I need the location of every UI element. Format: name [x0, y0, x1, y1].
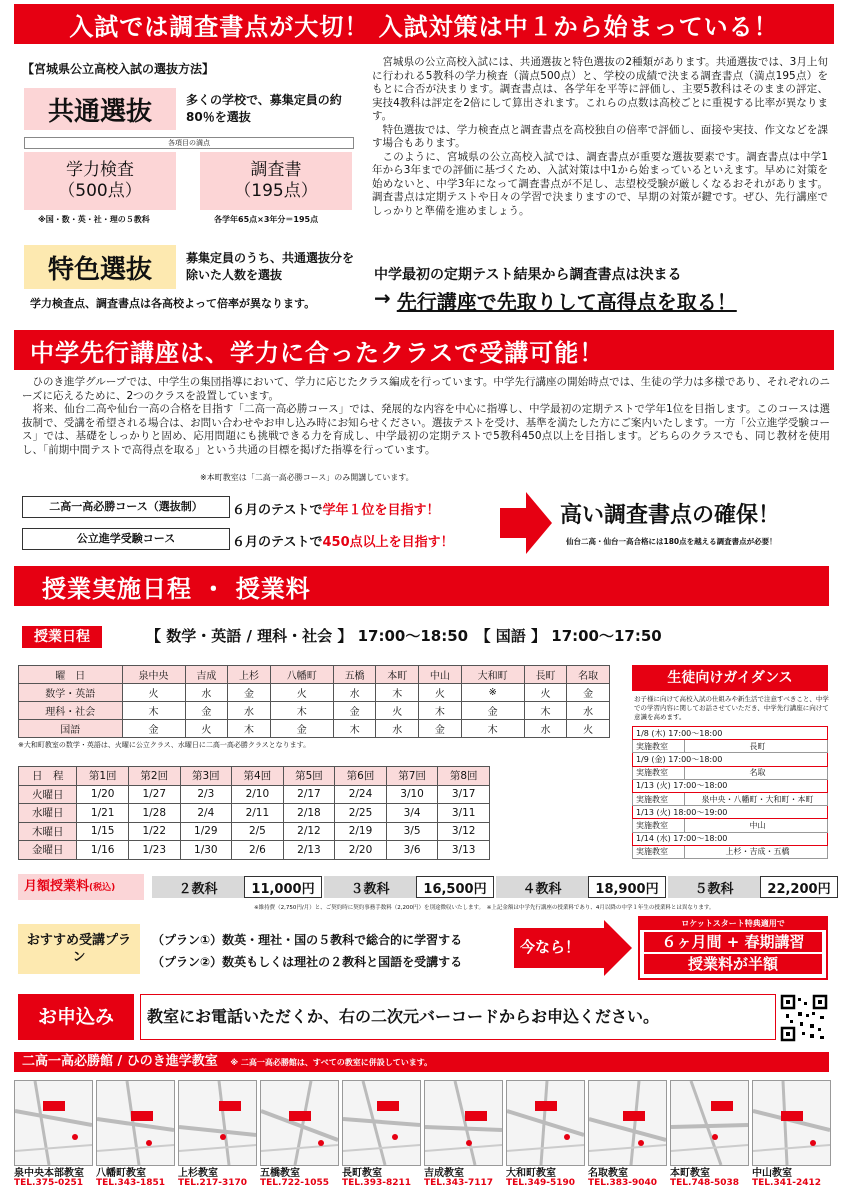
fee-note: ※維持費（2,750円/月）と、ご契約時に契約事務手数料（2,200円）を別途徴収いたします。 ※上記金額は中学先行講座の授業料であり、4月以降の中学１年生の授業料とは異なります。	[254, 905, 715, 911]
table-cell: 金	[419, 720, 462, 738]
course2-label: 公立進学受験コース	[22, 528, 230, 550]
special-offer-title: ロケットスタート特典適用で	[640, 918, 826, 930]
fee-subject: ２教科	[152, 876, 244, 898]
dates-header: 第1回	[77, 767, 129, 786]
section2-paragraph-1: ひのき進学グループでは、中学生の集団指導において、学力に応じたクラス編成を行っています。中学先行講座の開始時点では、生徒の学力は多様であり、それぞれのニーズに応えるために、2つのクラスを設置しています。	[22, 376, 830, 402]
school-tel[interactable]: TEL.383-9040	[588, 1178, 658, 1188]
guidance-title: 生徒向けガイダンス	[632, 665, 828, 691]
guidance-date: 1/14 (水) 17:00〜18:00	[633, 832, 828, 845]
school-map[interactable]	[96, 1080, 175, 1166]
tokushoku-note: 学力検査点、調査書点は各高校よって倍率が異なります。	[30, 297, 316, 310]
table-cell: 3/5	[386, 822, 438, 841]
table-cell: 木曜日	[19, 822, 77, 841]
dates-table	[18, 766, 490, 860]
qr-code-icon[interactable]	[780, 994, 828, 1042]
table-cell: 1/16	[77, 841, 129, 860]
headline-banner: 入試では調査書点が大切！ 入試対策は中１から始まっている！	[14, 4, 834, 44]
school-tel[interactable]: TEL.341-2412	[752, 1178, 822, 1188]
map-icon	[179, 1081, 256, 1165]
table-cell: 金	[333, 702, 376, 720]
fee-subject: ４教科	[496, 876, 588, 898]
table-cell: 木	[376, 684, 419, 702]
school-map[interactable]	[588, 1080, 667, 1166]
table-cell: 国語	[19, 720, 123, 738]
tokushoku-label: 特色選抜	[24, 245, 176, 289]
guidance-date-row	[633, 753, 828, 766]
school-name: 中山教室	[752, 1168, 792, 1179]
dates-header: 第4回	[232, 767, 284, 786]
guidance-place-label: 実施教室	[633, 740, 685, 753]
punch-line-1: 中学最初の定期テスト結果から調査書点は決まる	[374, 267, 682, 283]
school-map[interactable]	[424, 1080, 503, 1166]
fee-subject: ５教科	[668, 876, 760, 898]
table-cell: 水	[185, 684, 228, 702]
section2-text	[22, 376, 830, 457]
table-cell: 木	[122, 702, 185, 720]
result-note: 仙台二高・仙台一高合格には180点を越える調査書点が必要！	[566, 537, 777, 546]
map-icon	[589, 1081, 666, 1165]
punch-line-2	[374, 286, 737, 315]
school-name: 長町教室	[342, 1168, 382, 1179]
section2-note: ※本町教室は「二高一高必勝コース」のみ開講しています。	[200, 473, 414, 482]
special-offer	[638, 916, 828, 980]
schedule-label: 授業日程	[22, 626, 102, 648]
guidance-place: 長町	[685, 740, 828, 753]
table-cell: 数学・英語	[19, 684, 123, 702]
table-cell: 木	[419, 702, 462, 720]
table-cell: 3/10	[386, 785, 438, 804]
table-cell: 2/19	[335, 822, 387, 841]
table-cell: 2/12	[283, 822, 335, 841]
fee-price: 16,500円	[416, 876, 494, 898]
table-cell: 3/12	[438, 822, 490, 841]
big-arrow-icon	[500, 492, 552, 554]
table-cell: 2/13	[283, 841, 335, 860]
table-cell: 金	[185, 702, 228, 720]
table-cell: 水	[376, 720, 419, 738]
schools-header	[14, 1052, 829, 1072]
course2-goal-target: 450点以上を目指す！	[322, 535, 454, 550]
table-row	[19, 720, 610, 738]
gakuryoku-title: 学力検査	[66, 160, 134, 180]
gakuryoku-note: ※国・数・英・社・理の５教科	[38, 215, 150, 224]
table-cell: 2/25	[335, 804, 387, 823]
course1-goal	[232, 499, 440, 518]
table-cell: 2/10	[232, 785, 284, 804]
table-row	[19, 702, 610, 720]
table-row	[19, 684, 610, 702]
course1-goal-target: 学年１位を目指す！	[322, 503, 440, 518]
intro-paragraph-2: 特色選抜では、学力検査点と調査書点を高校独自の倍率で評価し、面接や実技、作文などを課す場合もあります。	[372, 123, 828, 149]
map-icon	[261, 1081, 338, 1165]
table-row	[19, 785, 490, 804]
arrow-icon: →	[374, 286, 391, 310]
fee-label-text: 月額授業料	[24, 879, 90, 894]
table-cell: 1/23	[128, 841, 180, 860]
intro-paragraph-1: 宮城県の公立高校入試には、共通選抜と特色選抜の2種類があります。共通選抜では、3月上旬に行われる5教科の学力検査（満点500点）と、学校の成績で決まる調査書点（満点195点）をもとに合否が決まります。調査書点は、各学年を平等に評価し、主要5教科はそのままの評定、実技4教科は評定を2倍にして算出されます。これらの点数は高校ごとに重視する比率が異なります。	[372, 56, 828, 122]
dates-header: 第7回	[386, 767, 438, 786]
kyotsu-label: 共通選抜	[24, 88, 176, 130]
table-cell: 3/11	[438, 804, 490, 823]
table-cell: 火	[567, 720, 610, 738]
punch-line-2-text: 先行講座で先取りして高得点を取る！	[396, 290, 737, 314]
school-tel[interactable]: TEL.343-1851	[96, 1178, 166, 1188]
intro-text	[372, 56, 828, 218]
weekday-header: 長町	[524, 666, 567, 684]
weekday-header: 吉成	[185, 666, 228, 684]
fee-label	[18, 874, 144, 900]
course1-label: 二高一高必勝コース（選抜制）	[22, 496, 230, 518]
table-cell: 3/4	[386, 804, 438, 823]
section2-paragraph-2: 将来、仙台二高や仙台一高の合格を目指す「二高一高必勝コース」では、発展的な内容を中心に指導し、中学最初の定期テストで学年1位を目指します。このコースは選抜制で、受講を希望される場合は、お問い合わせやお申し込み時にお知らせください。選抜テストを受け、基準を満たした方にご案内いたします。一方「公立進学受験コース」では、基礎をしっかりと固め、応用問題にも挑戦できる力を育成し、中学最初の定期テストで5教科450点以上を目指します。どちらのクラスでも、同じ教材を使用し、「前期中間テストで高得点を取る」という共通の目標を掲げた指導を行っています。	[22, 403, 830, 456]
dates-header: 第2回	[128, 767, 180, 786]
chosa-note: 各学年65点×3年分＝195点	[214, 215, 319, 224]
guidance-place-label: 実施教室	[633, 792, 685, 805]
school-name: 八幡町教室	[96, 1168, 146, 1179]
course2-goal-prefix: ６月のテストで	[232, 535, 323, 550]
school-tel[interactable]: TEL.748-5038	[670, 1178, 740, 1188]
fee-price: 11,000円	[244, 876, 322, 898]
map-icon	[671, 1081, 748, 1165]
table-cell: 金	[228, 684, 271, 702]
guidance-date: 1/13 (火) 17:00〜18:00	[633, 779, 828, 792]
chosa-score: （195点）	[234, 181, 318, 201]
table-cell: 1/22	[128, 822, 180, 841]
table-cell: 火	[122, 684, 185, 702]
table-cell: 2/5	[232, 822, 284, 841]
table-cell: 火	[524, 684, 567, 702]
guidance-description: お子様に向けて高校入試の仕組みや新生活で注意すべきこと、中学での学習内容に関してお話させていただき、中学先行講座に向けて意識を高めます。	[634, 695, 829, 721]
schools-note: ※ 二高一高必勝館は、すべての教室に併設しています。	[230, 1058, 433, 1067]
guidance-date: 1/9 (金) 17:00〜18:00	[633, 753, 828, 766]
table-cell: 3/6	[386, 841, 438, 860]
table-cell: 木	[270, 702, 333, 720]
map-icon	[507, 1081, 584, 1165]
table-cell: 金	[461, 702, 524, 720]
weekday-header: 名取	[567, 666, 610, 684]
dates-header: 第6回	[335, 767, 387, 786]
table-cell: 2/20	[335, 841, 387, 860]
guidance-place-row	[633, 740, 828, 753]
intro-paragraph-3: このように、宮城県の公立高校入試では、調査書点が重要な選抜要素です。調査書点は中学1年から3年までの評価に基づくため、入試対策は中1から始まっているといえます。早めに対策を始めないと、中学3年になって調査書点が不足し、志望校受験が厳しくなるおそれがあります。調査書点は定期テストや日々の学習で決まりますので、早期の対策が鍵です。ぜひ、先行講座でしっかりと準備を進めましょう。	[372, 150, 828, 217]
school-name: 大和町教室	[506, 1168, 556, 1179]
gakuryoku-score: （500点）	[58, 181, 142, 201]
table-cell: 1/27	[128, 785, 180, 804]
table-cell: 水	[567, 702, 610, 720]
table-cell: 火	[270, 684, 333, 702]
map-icon	[753, 1081, 830, 1165]
weekday-header: 五橋	[333, 666, 376, 684]
schedule-note: ※大和町教室の数学・英語は、火曜に公立クラス、水曜日に二高一高必勝クラスとなります。	[18, 741, 311, 749]
school-name: 吉成教室	[424, 1168, 464, 1179]
weekday-header: 泉中央	[122, 666, 185, 684]
table-cell: 火	[185, 720, 228, 738]
kyotsu-description: 多くの学校で、募集定員の約80％を選抜	[186, 93, 342, 124]
table-cell: 金	[270, 720, 333, 738]
table-cell: ※	[461, 684, 524, 702]
table-cell: 2/24	[335, 785, 387, 804]
school-tel[interactable]: TEL.375-0251	[14, 1178, 84, 1188]
table-cell: 火曜日	[19, 785, 77, 804]
gakuryoku-box	[24, 152, 176, 210]
dates-header: 日 程	[19, 767, 77, 786]
plan-2: （プラン②）数英もしくは理社の２教科と国語を受講する	[152, 955, 463, 969]
class-banner: 中学先行講座は、学力に合ったクラスで受講可能！	[14, 330, 834, 370]
dates-header: 第5回	[283, 767, 335, 786]
school-map[interactable]	[178, 1080, 257, 1166]
course2-goal	[232, 531, 454, 550]
schools-title: 二高一高必勝館 / ひのき進学教室	[22, 1054, 218, 1069]
school-map[interactable]	[506, 1080, 585, 1166]
table-cell: 3/17	[438, 785, 490, 804]
table-row	[19, 822, 490, 841]
fee-subject: ３教科	[324, 876, 416, 898]
table-cell: 火	[419, 684, 462, 702]
table-cell: 木	[228, 720, 271, 738]
school-name: 名取教室	[588, 1168, 628, 1179]
school-map[interactable]	[260, 1080, 339, 1166]
table-cell: 2/18	[283, 804, 335, 823]
guidance-place-row	[633, 766, 828, 779]
result-headline: 高い調査書点の確保！	[560, 503, 781, 528]
school-map[interactable]	[342, 1080, 421, 1166]
table-cell: 2/6	[232, 841, 284, 860]
table-cell: 火	[376, 702, 419, 720]
special-offer-line2: 授業料が半額	[644, 954, 822, 974]
school-name: 上杉教室	[178, 1168, 218, 1179]
guidance-place-row	[633, 819, 828, 832]
school-tel[interactable]: TEL.349-5190	[506, 1178, 576, 1188]
table-cell: 1/28	[128, 804, 180, 823]
chosa-box	[200, 152, 352, 210]
table-row	[19, 804, 490, 823]
guidance-place-label: 実施教室	[633, 819, 685, 832]
school-map[interactable]	[14, 1080, 93, 1166]
fee-price: 22,200円	[760, 876, 838, 898]
table-cell: 1/20	[77, 785, 129, 804]
map-icon	[425, 1081, 502, 1165]
table-cell: 2/3	[180, 785, 232, 804]
guidance-place: 名取	[685, 766, 828, 779]
item-label: 各項目の満点	[24, 137, 354, 149]
apply-text: 教室にお電話いただくか、右の二次元バーコードからお申込ください。	[140, 994, 776, 1040]
school-name: 本町教室	[670, 1168, 710, 1179]
guidance-date-row	[633, 727, 828, 740]
guidance-table	[632, 726, 828, 859]
table-cell: 金曜日	[19, 841, 77, 860]
school-name: 五橋教室	[260, 1168, 300, 1179]
tokushoku-description: 募集定員のうち、共通選抜分を除いた人数を選抜	[186, 251, 355, 282]
weekday-header: 曜 日	[19, 666, 123, 684]
weekday-header: 大和町	[461, 666, 524, 684]
table-cell: 木	[461, 720, 524, 738]
plan-1: （プラン①）数英・理社・国の５教科で総合的に学習する	[152, 933, 463, 947]
guidance-place-row	[633, 845, 828, 858]
school-name: 泉中央本部教室	[14, 1168, 84, 1179]
dates-header: 第3回	[180, 767, 232, 786]
table-cell: 1/21	[77, 804, 129, 823]
weekday-header: 八幡町	[270, 666, 333, 684]
fee-label-tax: (税込)	[89, 883, 116, 893]
map-icon	[15, 1081, 92, 1165]
school-map[interactable]	[670, 1080, 749, 1166]
now-label: 今なら！	[520, 938, 581, 956]
table-cell: 水	[228, 702, 271, 720]
school-tel[interactable]: TEL.393-8211	[342, 1178, 412, 1188]
fee-price: 18,900円	[588, 876, 666, 898]
table-cell: 水	[524, 720, 567, 738]
table-cell: 2/4	[180, 804, 232, 823]
table-cell: 2/11	[232, 804, 284, 823]
schedule-banner: 授業実施日程 ・ 授業料	[14, 566, 829, 606]
guidance-place: 中山	[685, 819, 828, 832]
course1-goal-prefix: ６月のテストで	[232, 503, 323, 518]
map-icon	[343, 1081, 420, 1165]
table-cell: 木	[524, 702, 567, 720]
map-icon	[97, 1081, 174, 1165]
dates-header: 第8回	[438, 767, 490, 786]
school-tel[interactable]: TEL.217-3170	[178, 1178, 248, 1188]
schedule-times: 【 数学・英語 / 理科・社会 】 17:00〜18:50 【 国語 】 17:00〜17:50	[146, 627, 662, 645]
table-cell: 1/29	[180, 822, 232, 841]
weekday-table	[18, 665, 610, 738]
chosa-title: 調査書	[250, 160, 302, 180]
table-cell: 木	[333, 720, 376, 738]
table-row	[19, 841, 490, 860]
guidance-place: 泉中央・八幡町・大和町・本町	[685, 792, 828, 805]
guidance-date-row	[633, 779, 828, 792]
school-map[interactable]	[752, 1080, 831, 1166]
table-cell: 水曜日	[19, 804, 77, 823]
special-offer-line1: ６ヶ月間 + 春期講習	[644, 932, 822, 952]
school-tel[interactable]: TEL.343-7117	[424, 1178, 494, 1188]
guidance-place-label: 実施教室	[633, 845, 685, 858]
table-cell: 金	[567, 684, 610, 702]
guidance-date: 1/8 (木) 17:00〜18:00	[633, 727, 828, 740]
section-label: 【宮城県公立高校入試の選抜方法】	[22, 62, 215, 76]
table-cell: 1/15	[77, 822, 129, 841]
guidance-place-label: 実施教室	[633, 766, 685, 779]
table-cell: 水	[333, 684, 376, 702]
table-cell: 3/13	[438, 841, 490, 860]
plan-label: おすすめ受講プラン	[18, 924, 140, 974]
school-tel[interactable]: TEL.722-1055	[260, 1178, 330, 1188]
weekday-header: 中山	[419, 666, 462, 684]
guidance-place-row	[633, 792, 828, 805]
weekday-header: 上杉	[228, 666, 271, 684]
table-cell: 金	[122, 720, 185, 738]
apply-label: お申込み	[18, 994, 134, 1040]
table-cell: 1/30	[180, 841, 232, 860]
guidance-place: 上杉・吉成・五橋	[685, 845, 828, 858]
guidance-date-row	[633, 832, 828, 845]
table-cell: 2/17	[283, 785, 335, 804]
guidance-date: 1/13 (火) 18:00〜19:00	[633, 806, 828, 819]
table-cell: 理科・社会	[19, 702, 123, 720]
weekday-header: 本町	[376, 666, 419, 684]
guidance-date-row	[633, 806, 828, 819]
